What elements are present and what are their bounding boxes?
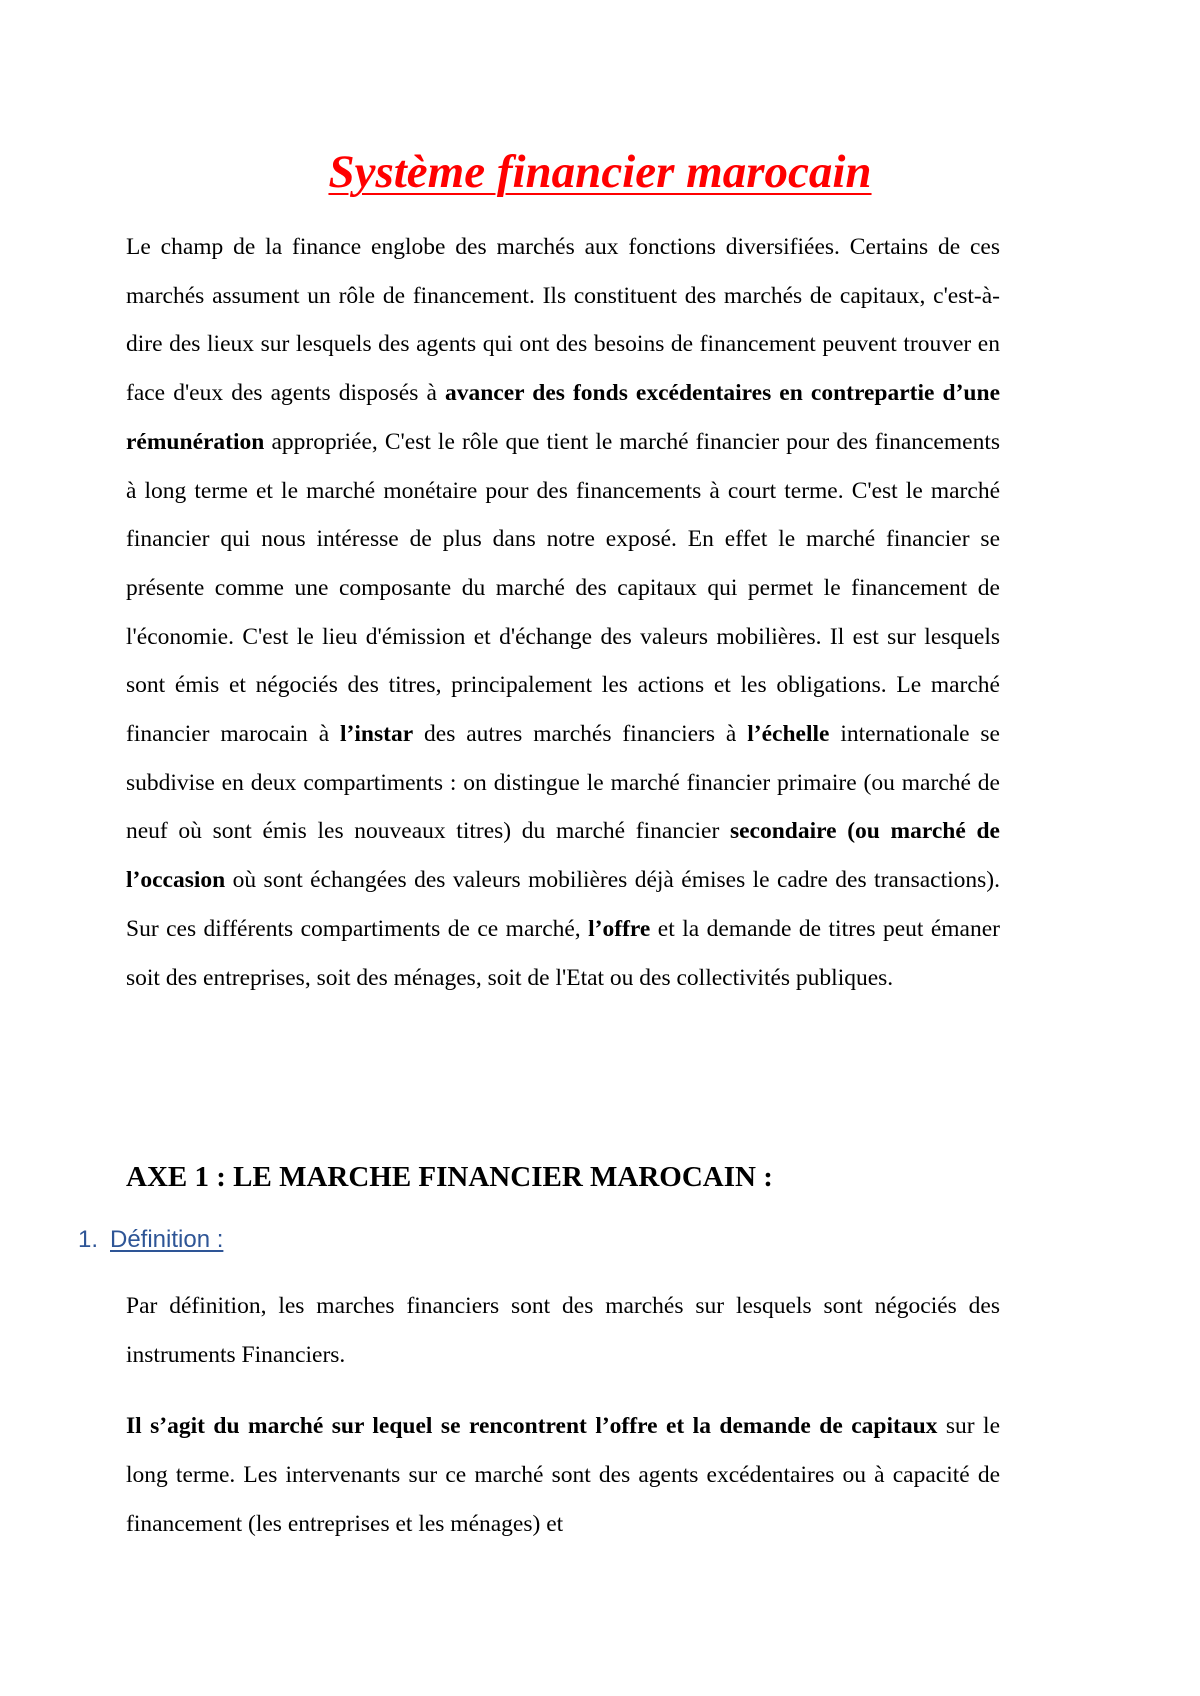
definition-rest: sur le long terme. Les intervenants sur ce marché sont des agents excédentaires ou à capacité de financement (les entreprises et les ménages) et: [126, 1413, 1000, 1537]
intro-text-5: où sont échangées des valeurs mobilières déjà émises le cadre des transactions). Sur ces différents compartiments de ce marché,: [126, 867, 1000, 942]
section-label: Définition :: [110, 1226, 224, 1253]
definition-paragraph-2: [126, 1402, 1000, 1549]
section-number: 1.: [78, 1226, 99, 1253]
intro-text-6: et la demande de titres peut émaner soit des entreprises, soit des ménages, soit de l'Etat ou des collectivités publiques.: [126, 915, 1000, 991]
intro-bold-2: l’instar: [340, 721, 414, 748]
intro-text-3: des autres marchés financiers à: [413, 721, 748, 748]
intro-text-4: internationale se subdivise en deux compartiments : on distingue le marché financier primaire (ou marché de neuf où sont émis les nouveaux titres) du marché financier: [126, 721, 1000, 845]
intro-text-2: appropriée, C'est le rôle que tient le marché financier pour des financements à long terme et le marché monétaire pour des financements à court terme. C'est le marché financier qui nous intéresse de plus dans notre exposé. En effet le marché financier se présente comme une composante du marché des capitaux qui permet le financement de l'économie. C'est le lieu d'émission et d'échange des valeurs mobilières. Il est sur lesquels sont émis et négociés des titres, principalement les actions et les obligations. Le marché financier marocain à: [126, 428, 1000, 748]
intro-text-1: Le champ de la finance englobe des marchés aux fonctions diversifiées. Certains de ces marchés assument un rôle de financement. Ils constituent des marchés de capitaux, c'est-à-dire des lieux sur lesquels des agents qui ont des besoins de financement peuvent trouver en face d'eux des agents disposés à: [126, 234, 1000, 407]
intro-bold-5: l’offre: [588, 915, 651, 942]
axe-heading: AXE 1 : LE MARCHE FINANCIER MAROCAIN :: [126, 1161, 773, 1193]
intro-bold-4: secondaire (ou marché de l’occasion: [126, 818, 1000, 894]
section-heading-definition: [78, 1223, 223, 1257]
definition-bold-sentence: Il s’agit du marché sur lequel se rencontrent l’offre et la demande de capitaux: [126, 1413, 938, 1439]
document-title: Système financier marocain: [328, 146, 872, 198]
definition-paragraph-1: Par définition, les marches financiers sont des marchés sur lesquels sont négociés des instruments Financiers.: [126, 1293, 1000, 1368]
intro-bold-3: l’échelle: [747, 721, 830, 748]
intro-bold-1: avancer des fonds excédentaires en contrepartie d’une rémunération: [126, 380, 1000, 455]
intro-paragraph: [126, 223, 1000, 1002]
